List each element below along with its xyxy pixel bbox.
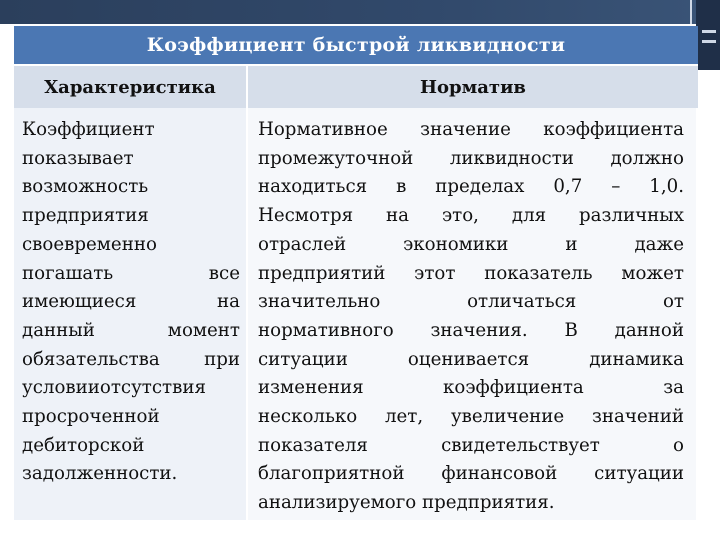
norm-line: изменения коэффициента за (258, 377, 684, 399)
characteristic-line: показывает (22, 147, 134, 169)
characteristic-line: просроченной (22, 406, 160, 428)
characteristic-line: данный момент (22, 319, 240, 341)
characteristic-line: обязательства при (22, 348, 240, 370)
top-decorative-band (0, 0, 720, 24)
characteristic-cell (14, 108, 246, 520)
norm-line: показателя свидетельствует о (258, 434, 684, 456)
characteristic-line: имеющиеся на (22, 291, 240, 313)
corner-bar (702, 40, 716, 43)
norm-line: анализируемого предприятия. (258, 492, 555, 514)
characteristic-line: погашать все (22, 262, 240, 284)
norm-line: Нормативное значение коэффициента (258, 119, 684, 140)
characteristic-line: условииотсутствия (22, 377, 206, 399)
norm-line: благоприятной финансовой ситуации (258, 463, 684, 485)
norm-line: промежуточной ликвидности должно (258, 147, 684, 169)
characteristic-line: дебиторской (22, 434, 145, 456)
table-body-row (14, 108, 698, 520)
norm-line: предприятий этот показатель может (258, 262, 684, 284)
characteristic-line: своевременно (22, 233, 157, 255)
band-stripe (690, 0, 692, 24)
corner-bar (702, 30, 716, 33)
norm-line: отраслей экономики и даже (258, 233, 684, 255)
characteristic-line: предприятия (22, 205, 149, 227)
header-norm: Норматив (246, 66, 698, 108)
norm-line: несколько лет, увеличение значений (258, 406, 684, 428)
characteristic-line: задолженности. (22, 463, 178, 485)
corner-decoration (696, 0, 720, 70)
norm-line: ситуации оценивается динамика (258, 348, 684, 370)
norm-line: значительно отличаться от (258, 291, 684, 313)
liquidity-table (14, 26, 698, 520)
norm-line: находиться в пределах 0,7 – 1,0. (258, 176, 684, 198)
norm-cell (246, 108, 696, 520)
characteristic-line: Коэффициент (22, 119, 155, 140)
characteristic-line: возможность (22, 176, 149, 198)
table-title: Коэффициент быстрой ликвидности (14, 26, 698, 64)
header-characteristic: Характеристика (44, 76, 216, 98)
table-header-row (14, 64, 698, 108)
norm-line: нормативного значения. В данной (258, 319, 684, 341)
norm-line: Несмотря на это, для различных (258, 205, 684, 227)
